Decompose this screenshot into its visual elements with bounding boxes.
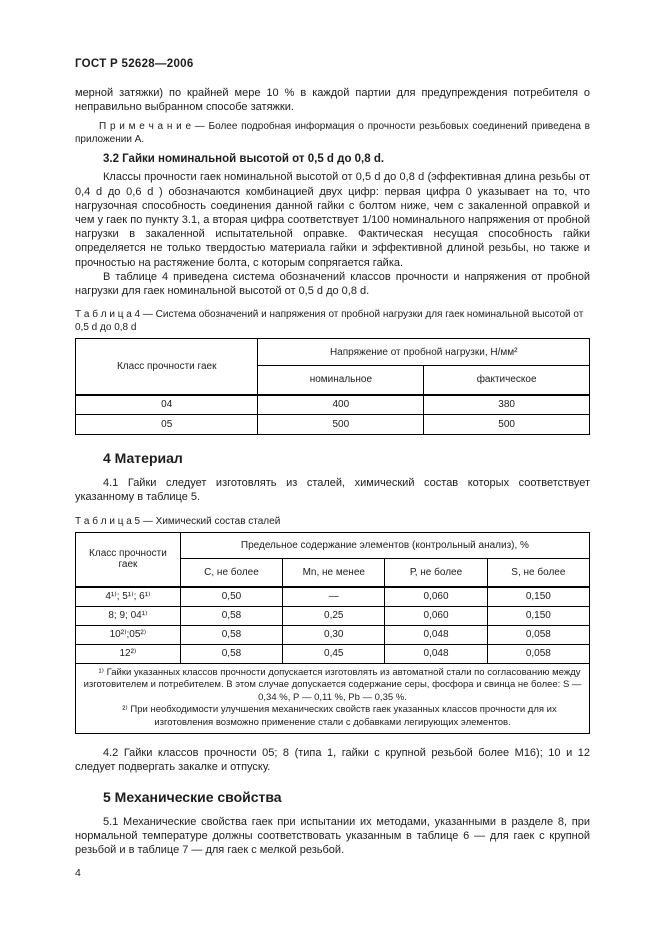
table5-caption: Т а б л и ц а 5 — Химический состав сталей [75, 515, 281, 527]
table5-footnote-1: ¹⁾ Гайки указанных классов прочности допускается изготовлять из автоматной стали по согласованию между изготовителем и потребителем. В этом случае допускается содержание серы, фосфора и свинца не более: S — 0,34 %, Р — 0,11 %, Pb — 0,35 %. [83, 666, 582, 703]
table-cell-c: 0,58 [180, 644, 282, 663]
paragraph-4-2: 4.2 Гайки классов прочности 05; 8 (типа 1, гайки с крупной резьбой более М16); 10 и 12 следует подвергать закалке и отпуску. [75, 746, 590, 773]
table-4 [75, 338, 590, 435]
table-row [76, 395, 590, 415]
table-row [76, 644, 590, 663]
table-cell-class: 12²⁾ [76, 644, 181, 663]
paragraph-5-1: 5.1 Механические свойства гаек при испытании их методами, указанными в разделе 8, при нормальной температуре должны соответствовать указанным в таблице 6 — для гаек с крупной резьбой и в таблице 7 — для гаек с мелкой резьбой. [75, 816, 590, 857]
table-cell-p: 0,060 [385, 606, 487, 625]
table-cell-p: 0,060 [385, 587, 487, 606]
table5-footnotes-cell [76, 663, 590, 733]
table-cell-mn: 0,45 [283, 644, 385, 663]
table5-footnote-2: ²⁾ При необходимости улучшения механических свойств гаек указанных классов прочности для их изготовления возможно применение стали с добавками легирующих элементов. [122, 704, 557, 729]
table-cell-mn: 0,30 [283, 625, 385, 644]
table-5 [75, 532, 590, 734]
heading-section-5: 5 Механические свойства [103, 789, 282, 806]
table4-header-row [76, 339, 590, 366]
table4-subheader-actual: фактическое [424, 366, 590, 395]
table-cell-c: 0,58 [180, 606, 282, 625]
table5-subheader-phosphorus: Р, не более [385, 558, 487, 587]
table5-header-row [76, 532, 590, 558]
table-cell-mn: 0,25 [283, 606, 385, 625]
table4-group-header: Напряжение от пробной нагрузки, Н/мм² [258, 339, 590, 366]
table-cell-class: 05 [76, 415, 258, 435]
page-number: 4 [75, 866, 81, 879]
table-row [76, 587, 590, 606]
table4-col1-header: Класс прочности гаек [76, 339, 258, 395]
table4-subheader-nominal: номинальное [258, 366, 424, 395]
table-cell-actual: 380 [424, 395, 590, 415]
table-cell-nominal: 500 [258, 415, 424, 435]
paragraph-3-2-b: В таблице 4 приведена система обозначений классов прочности и напряжения от пробной нагрузки для гаек номинальной высотой от 0,5 d до 0,8 d. [75, 270, 590, 298]
table-cell-s: 0,150 [487, 587, 589, 606]
document-header: ГОСТ Р 52628—2006 [75, 58, 194, 70]
table5-footnotes-row [76, 663, 590, 733]
heading-3-2: 3.2 Гайки номинальной высотой от 0,5 d до 0,8 d. [103, 153, 385, 166]
table-row [76, 606, 590, 625]
table4-caption: Т а б л и ц а 4 — Система обозначений и напряжения от пробной нагрузки для гаек номинальной высотой от 0,5 d до 0,8 d [75, 309, 584, 334]
table-cell-class: 10²⁾;05²⁾ [76, 625, 181, 644]
table-row [76, 415, 590, 435]
table5-group-header: Предельное содержание элементов (контрольный анализ), % [180, 532, 589, 558]
table-cell-s: 0,058 [487, 644, 589, 663]
paragraph-4-1: 4.1 Гайки следует изготовлять из сталей, химический состав которых соответствует указанному в таблице 5. [75, 477, 590, 504]
table-cell-class: 04 [76, 395, 258, 415]
paragraph-3-2-a: Классы прочности гаек номинальной высотой от 0,5 d до 0,8 d (эффективная длина резьбы от 0,4 d до 0,6 d ) обозначаются комбинацией двух цифр: первая цифра 0 указывает на то, что нагрузочная способность соединения данной гайки с болтом ниже, чем с закаленной оправкой и чем у гаек по пункту 3.1, а вторая цифра соответствует 1/100 номинального напряжения от пробной нагрузки в закаленной испытательной оправке. Фактическая несущая способность гайки определяется не только твердостью материала гайки и эффективной длиной резьбы, но также и прочностью на растяжение болта, с которым сопрягается гайка. [75, 171, 590, 269]
table-cell-p: 0,048 [385, 644, 487, 663]
table-cell-c: 0,50 [180, 587, 282, 606]
table5-subheader-manganese: Mn, не менее [283, 558, 385, 587]
table-cell-class: 8; 9; 04¹⁾ [76, 606, 181, 625]
table5-col1-header: Класс прочности гаек [76, 532, 181, 587]
table5-subheader-sulfur: S, не более [487, 558, 589, 587]
table-cell-c: 0,58 [180, 625, 282, 644]
table5-subheader-carbon: С, не более [180, 558, 282, 587]
heading-section-4: 4 Материал [103, 450, 183, 467]
table-cell-mn: — [283, 587, 385, 606]
table-row [76, 625, 590, 644]
paragraph-continuation: мерной затяжки) по крайней мере 10 % в каждой партии для предупреждения потребителя о неправильно выбранном способе затяжки. [75, 87, 590, 114]
table-cell-actual: 500 [424, 415, 590, 435]
table-cell-class: 4¹⁾; 5¹⁾; 6¹⁾ [76, 587, 181, 606]
note-paragraph: П р и м е ч а н и е — Более подробная информация о прочности резьбовых соединений приведена в приложении А. [75, 121, 590, 146]
table-cell-s: 0,150 [487, 606, 589, 625]
table-cell-nominal: 400 [258, 395, 424, 415]
table-cell-p: 0,048 [385, 625, 487, 644]
table-cell-s: 0,058 [487, 625, 589, 644]
